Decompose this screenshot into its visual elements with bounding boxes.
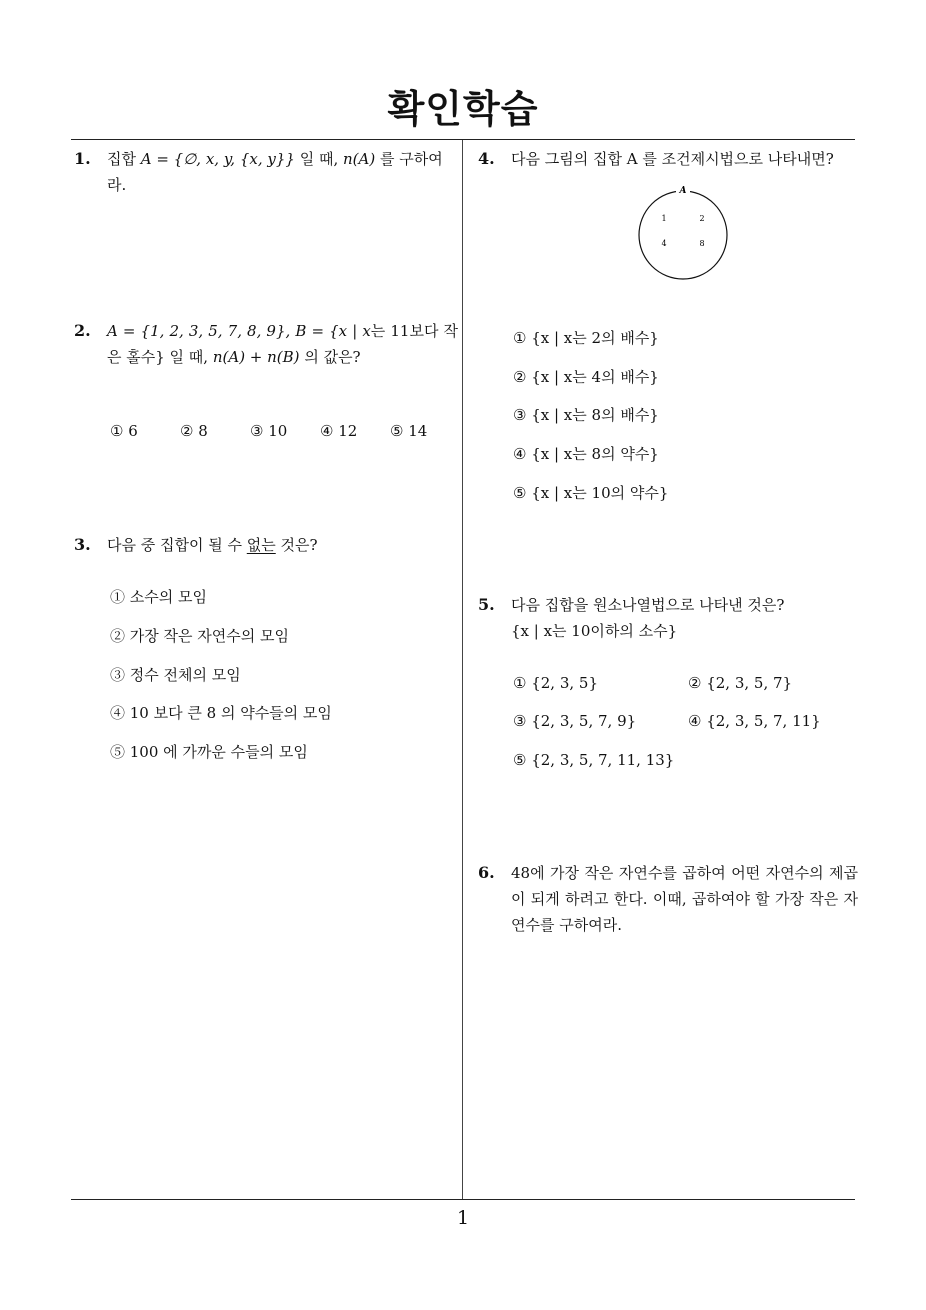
question-text: [107, 318, 458, 370]
question-text: [107, 532, 458, 558]
q5-option-3[interactable]: ③ {2, 3, 5, 7, 9}: [513, 712, 637, 730]
q3-option-3[interactable]: ③ 정수 전체의 모임: [110, 666, 241, 684]
q3-option-2[interactable]: ② 가장 작은 자연수의 모임: [110, 627, 289, 645]
column-divider: [462, 140, 463, 1199]
text: 집합: [107, 150, 141, 168]
q2-option-3[interactable]: ③ 10: [250, 422, 288, 440]
question-1: [74, 146, 458, 198]
q5-option-4[interactable]: ④ {2, 3, 5, 7, 11}: [688, 712, 821, 730]
math-expression: n(A) + n(B): [212, 348, 300, 366]
q5-option-5[interactable]: ⑤ {2, 3, 5, 7, 11, 13}: [513, 751, 675, 769]
q4-option-5[interactable]: ⑤ {x | x는 10의 약수}: [513, 484, 669, 502]
question-5: [478, 592, 858, 644]
set-circle: [639, 191, 727, 279]
question-6: [478, 860, 858, 938]
q3-option-5[interactable]: ⑤ 100 에 가까운 수들의 모임: [110, 743, 308, 761]
set-element: 4: [661, 239, 667, 248]
question-number: 1.: [74, 149, 91, 168]
q2-option-4[interactable]: ④ 12: [320, 422, 358, 440]
question-number: 6.: [478, 863, 495, 882]
question-4: [478, 146, 858, 172]
question-number: 3.: [74, 535, 91, 554]
set-label: A: [679, 186, 687, 196]
set-element: 1: [661, 214, 667, 223]
q3-option-4[interactable]: ④ 10 보다 큰 8 의 약수들의 모임: [110, 704, 332, 722]
bottom-rule: [71, 1199, 855, 1200]
q5-option-1[interactable]: ① {2, 3, 5}: [513, 674, 599, 692]
question-text: [107, 146, 458, 198]
question-2: [74, 318, 458, 370]
venn-diagram: [636, 183, 732, 281]
q4-option-3[interactable]: ③ {x | x는 8의 배수}: [513, 406, 659, 424]
emphasis-underlined: 없는: [246, 536, 276, 554]
set-element: 8: [699, 239, 705, 248]
q5-option-2[interactable]: ② {2, 3, 5, 7}: [688, 674, 793, 692]
q4-option-4[interactable]: ④ {x | x는 8의 약수}: [513, 445, 659, 463]
text: 는 11보다 작은 홀수} 일 때,: [107, 322, 458, 366]
set-element: 2: [699, 214, 705, 223]
question-number: 2.: [74, 321, 91, 340]
text: 의 값은?: [299, 348, 361, 366]
question-text: 48에 가장 작은 자연수를 곱하여 어떤 자연수의 제곱이 되게 하려고 한다. 이때, 곱하여야 할 가장 작은 자연수를 구하여라.: [511, 864, 858, 934]
page-title: 확인학습: [387, 87, 539, 131]
text: 다음 중 집합이 될 수: [107, 536, 247, 554]
page-number: 1: [456, 1207, 470, 1229]
q3-option-1[interactable]: ① 소수의 모임: [110, 588, 207, 606]
math-expression: A = {∅, x, y, {x, y}}: [140, 150, 295, 168]
question-3: [74, 532, 458, 558]
question-number: 4.: [478, 149, 495, 168]
math-expression: n(A): [343, 150, 376, 168]
text: 것은?: [275, 536, 318, 554]
q4-option-2[interactable]: ② {x | x는 4의 배수}: [513, 368, 659, 386]
question-number: 5.: [478, 595, 495, 614]
question-text: 다음 집합을 원소나열법으로 나타낸 것은?: [511, 596, 785, 614]
question-text: 다음 그림의 집합 A 를 조건제시법으로 나타내면?: [511, 150, 834, 168]
math-expression: A = {1, 2, 3, 5, 7, 8, 9}, B = {x | x: [107, 322, 371, 340]
text: 일 때,: [294, 150, 344, 168]
top-rule: [71, 139, 855, 140]
q2-option-1[interactable]: ① 6: [110, 422, 138, 440]
text: 를 구하여 라.: [107, 150, 443, 194]
set-expression: {x | x는 10이하의 소수}: [511, 622, 678, 640]
q4-option-1[interactable]: ① {x | x는 2의 배수}: [513, 329, 659, 347]
q2-option-2[interactable]: ② 8: [180, 422, 208, 440]
q2-option-5[interactable]: ⑤ 14: [390, 422, 428, 440]
